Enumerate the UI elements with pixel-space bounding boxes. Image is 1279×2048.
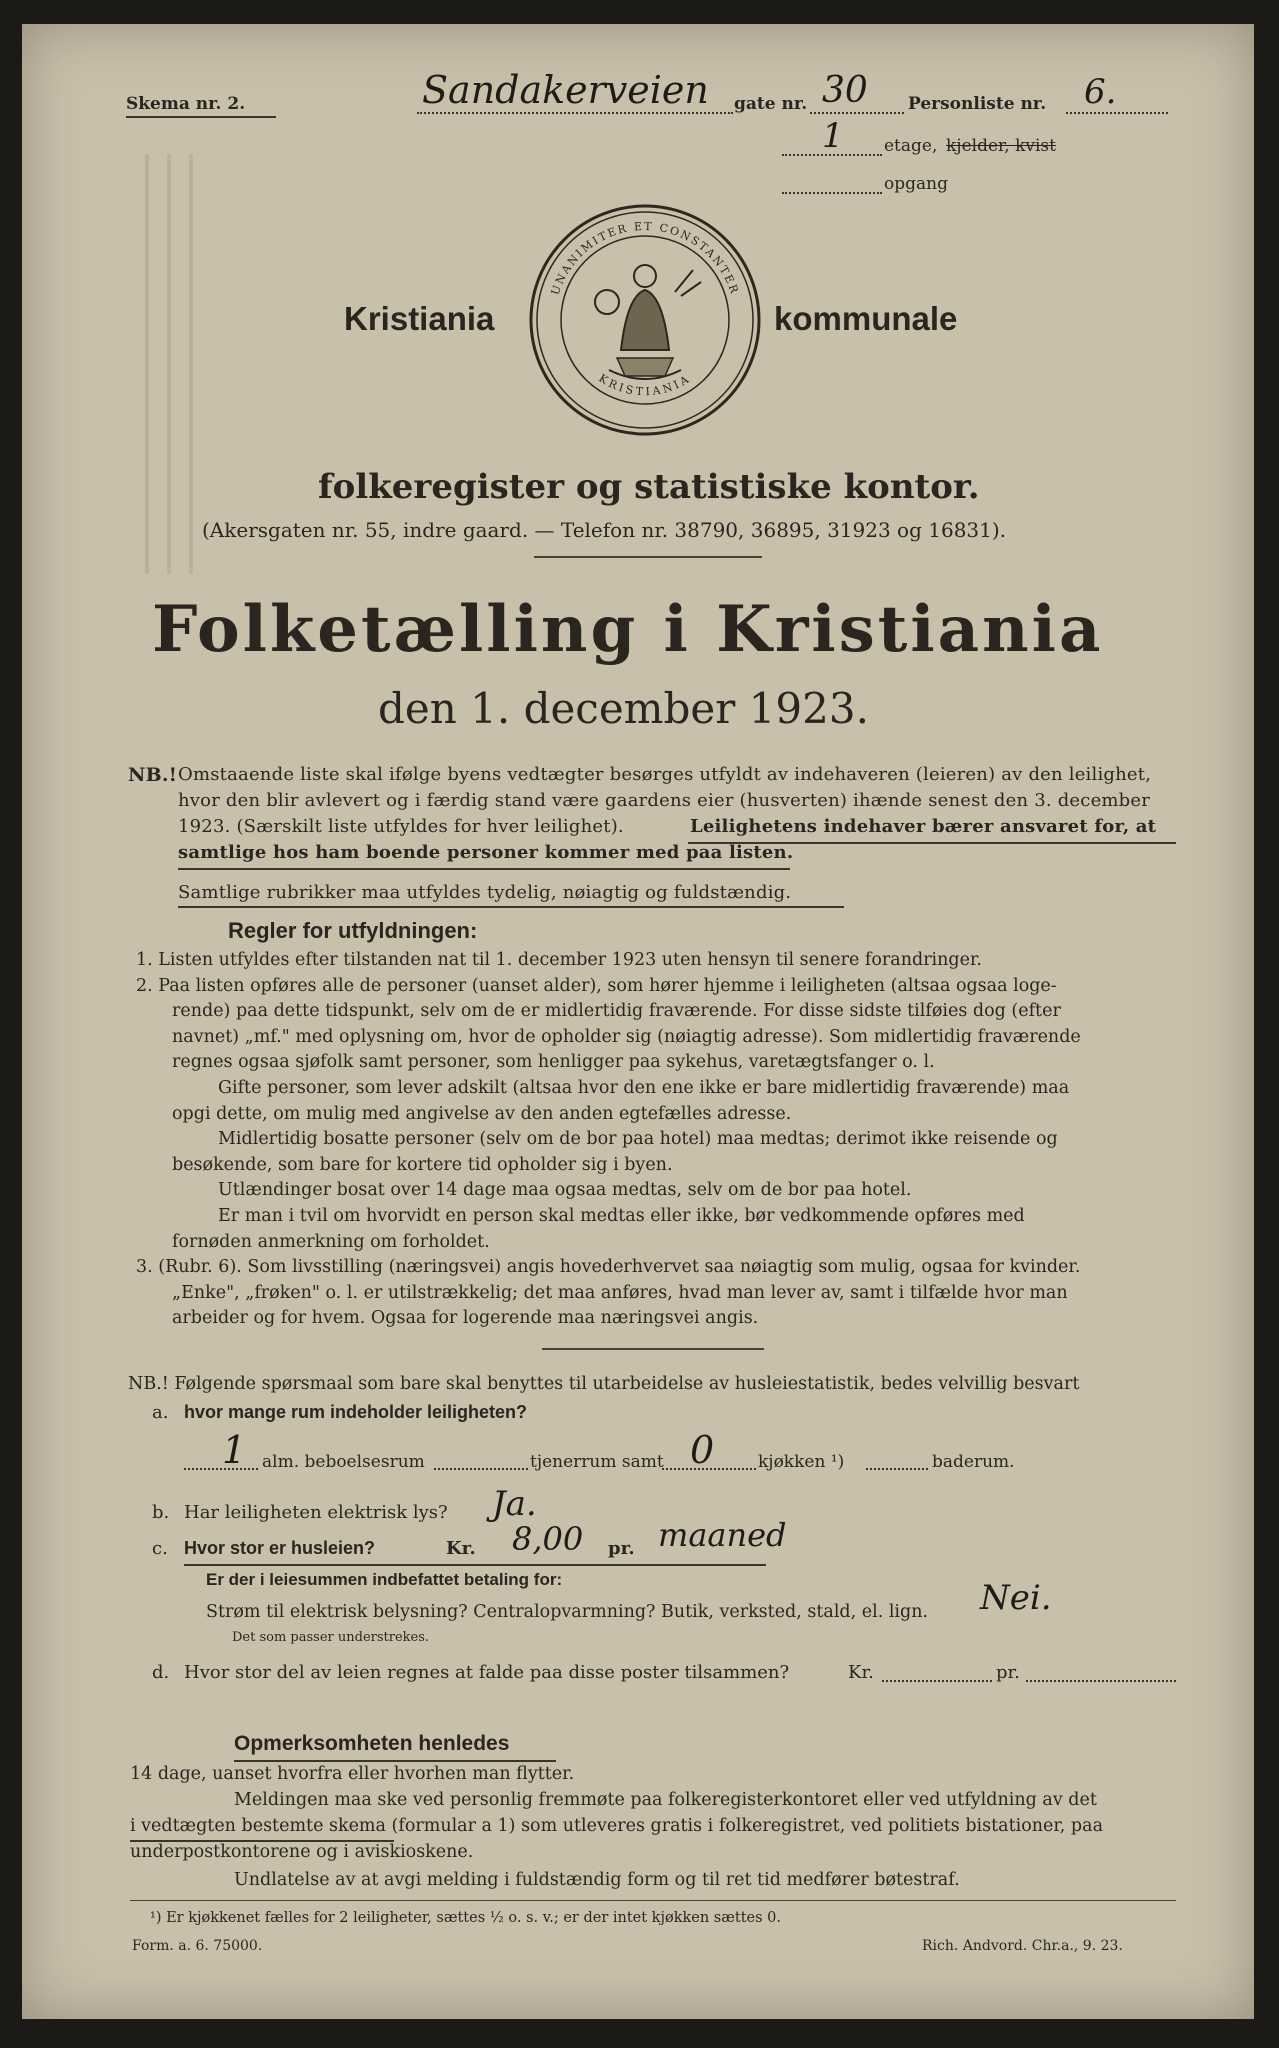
nb1-label: NB.! bbox=[128, 764, 178, 786]
rule-line: rende) paa dette tidspunkt, selv om de er midlertidig fraværende. For disse sidste tilføies dog (efter bbox=[172, 1001, 1061, 1022]
rule-line: 2. Paa listen opføres alle de personer (uanset alder), som hører hjemme i leiligheten (altsaa ogsaa loge- bbox=[136, 975, 1057, 996]
nb1-line3b: Leilighetens indehaver bærer ansvaret for, at bbox=[690, 816, 1157, 837]
gate-nr-label: gate nr. bbox=[734, 94, 808, 114]
seal-icon bbox=[525, 200, 765, 440]
etage-struck-options: kjelder, kvist bbox=[946, 136, 1056, 156]
kitchen-count-value: 0 bbox=[690, 1428, 715, 1472]
nb2-c-label: c. bbox=[152, 1538, 168, 1559]
form-number: Form. a. 6. 75000. bbox=[132, 1938, 263, 1954]
rule-line: Midlertidig bosatte personer (selv om de bor paa hotel) maa medtas; derimot ikke reisende og bbox=[218, 1129, 1058, 1150]
rule-line: fornøden anmerkning om forholdet. bbox=[172, 1231, 490, 1252]
seal-bottom-text: KRISTIANIA bbox=[596, 371, 694, 399]
rooms-count-value: 1 bbox=[222, 1428, 247, 1472]
office-address: (Akersgaten nr. 55, indre gaard. — Telefon nr. 38790, 36895, 31923 og 16831). bbox=[202, 518, 1007, 542]
printer-imprint: Rich. Andvord. Chr.a., 9. 23. bbox=[922, 1938, 1123, 1954]
bath-label: baderum. bbox=[932, 1452, 1015, 1472]
office-subtitle: folkeregister og statistiske kontor. bbox=[318, 467, 980, 507]
seal-outer-text: UNANIMITER ET CONSTANTER bbox=[548, 219, 742, 297]
etage-value: 1 bbox=[822, 116, 844, 156]
notice-line4: i vedtægten bestemte skema (formular a 1) som utleveres gratis i folkeregistret, ved politiets bistationer, paa bbox=[130, 1816, 1104, 1836]
nb1-line5: Samtlige rubrikker maa utfyldes tydelig, nøiagtig og fuldstændig. bbox=[178, 882, 792, 903]
servant-rooms-label: tjenerrum samt bbox=[530, 1452, 664, 1472]
nb2-b-question: Har leiligheten elektrisk lys? bbox=[184, 1502, 448, 1523]
document-date: den 1. december 1923. bbox=[378, 684, 869, 733]
nb2-d-question: Hvor stor del av leien regnes at falde paa disse poster tilsammen? bbox=[184, 1662, 790, 1683]
office-left-word: Kristiania bbox=[344, 300, 495, 337]
nb2-d-kr: Kr. bbox=[848, 1662, 874, 1683]
census-form-page bbox=[22, 24, 1254, 2019]
bleed-through-text bbox=[127, 154, 197, 574]
rule-line: Utlændinger bosat over 14 dage maa ogsaa medtas, selv om de bor paa hotel. bbox=[218, 1180, 912, 1201]
rent-kr-label: Kr. bbox=[446, 1538, 476, 1559]
svg-text:UNANIMITER ET CONSTANTER bbox=[549, 220, 742, 297]
nb1-line1: Omstaaende liste skal ifølge byens vedtægter besørges utfyldt av indehaveren (leieren) av den leilighet, bbox=[178, 764, 1152, 785]
rent-includes-items: Strøm til elektrisk belysning? Centralopvarmning? Butik, verksted, stald, el. lign. bbox=[206, 1602, 929, 1622]
street-name-handwritten: Sandakerveien bbox=[422, 68, 709, 112]
notice-line5: underpostkontorene og i aviskioskene. bbox=[130, 1842, 474, 1862]
rent-period-value: maaned bbox=[658, 1516, 787, 1554]
nb2-a-label: a. bbox=[152, 1402, 169, 1423]
kitchen-label: kjøkken ¹) bbox=[758, 1452, 845, 1472]
rule-line: navnet) „mf." med oplysning om, hvor de opholder sig (nøiagtig adresse). Som midlertidig fraværende bbox=[172, 1026, 1081, 1047]
rule-line: Er man i tvil om hvorvidt en person skal medtas eller ikke, bør vedkommende opføres med bbox=[218, 1205, 1025, 1226]
nb2-d-label: d. bbox=[152, 1662, 170, 1683]
rule-line: besøkende, som bare for kortere tid opholder sig i byen. bbox=[172, 1154, 673, 1175]
notice-line6: Undlatelse av at avgi melding i fuldstændig form og til ret tid medfører bøtestraf. bbox=[234, 1870, 960, 1890]
personliste-label: Personliste nr. bbox=[908, 94, 1047, 114]
kitchen-footnote: ¹) Er kjøkkenet fælles for 2 leiligheter, sættes ½ o. s. v.; er der intet kjøkken sættes 0. bbox=[150, 1910, 781, 1926]
personliste-value: 6. bbox=[1084, 72, 1117, 112]
rent-includes-heading: Er der i leiesummen indbefattet betaling for: bbox=[206, 1570, 563, 1589]
nb2-d-pr: pr. bbox=[996, 1662, 1020, 1683]
nb2-intro: NB.! Følgende spørsmaal som bare skal benyttes til utarbeidelse av husleiestatistik, bedes velvillig besvart bbox=[128, 1374, 1080, 1394]
nb2-a-question: hvor mange rum indeholder leiligheten? bbox=[184, 1402, 528, 1422]
notice-heading: Opmerksomheten henledes bbox=[234, 1732, 510, 1755]
nb2-c-question: Hvor stor er husleien? bbox=[184, 1538, 376, 1558]
rule-line: Gifte personer, som lever adskilt (altsaa hvor den ene ikke er bare midlertidig fraværende) maa bbox=[218, 1077, 1070, 1098]
rent-includes-note: Det som passer understrekes. bbox=[232, 1630, 430, 1645]
nb1-line4: samtlige hos ham boende personer kommer med paa listen. bbox=[178, 842, 794, 863]
rules-list bbox=[136, 948, 1176, 1332]
office-right-word: kommunale bbox=[774, 300, 958, 337]
notice-line3: Meldingen maa ske ved personlig fremmøte paa folkeregisterkontoret eller ved utfyldning av det bbox=[234, 1790, 1097, 1810]
rent-pr-label: pr. bbox=[608, 1538, 635, 1559]
opgang-label: opgang bbox=[884, 174, 948, 194]
gate-nr-value: 30 bbox=[822, 70, 868, 111]
rule-line: „Enke", „frøken" o. l. er utilstrækkelig; det maa anføres, hvad man lever av, samt i tilfælde hvor man bbox=[172, 1282, 1068, 1303]
rule-line: arbeider og for hvem. Ogsaa for logerende maa næringsvei angis. bbox=[172, 1308, 759, 1329]
rooms-label: alm. beboelsesrum bbox=[262, 1452, 425, 1472]
rent-includes-answer: Nei. bbox=[980, 1578, 1052, 1618]
rule-line: regnes ogsaa sjøfolk samt personer, som henligger paa sykehus, varetægtsfanger o. l. bbox=[172, 1052, 935, 1073]
document-title: Folketælling i Kristiania bbox=[152, 592, 1104, 667]
nb1-line2: hvor den blir avlevert og i færdig stand være gaardens eier (husverten) ihænde senest den 3. december bbox=[178, 790, 1151, 811]
etage-label: etage, bbox=[884, 136, 938, 156]
nb2-b-label: b. bbox=[152, 1502, 170, 1523]
nb1-line3a: 1923. (Særskilt liste utfyldes for hver leilighet). bbox=[178, 816, 624, 837]
rent-amount-value: 8,00 bbox=[512, 1520, 584, 1558]
kristiania-seal bbox=[525, 200, 765, 440]
notice-line2: 14 dage, uanset hvorfra eller hvorhen man flytter. bbox=[130, 1764, 575, 1784]
rules-heading: Regler for utfyldningen: bbox=[228, 918, 478, 943]
electric-light-answer: Ja. bbox=[492, 1484, 537, 1524]
rule-line: 1. Listen utfyldes efter tilstanden nat til 1. december 1923 uten hensyn til senere forandringer. bbox=[136, 950, 982, 970]
rule-line: 3. (Rubr. 6). Som livsstilling (næringsvei) angis hovederhvervet saa nøiagtig som mulig, ogsaa for kvinder. bbox=[136, 1257, 1081, 1278]
skema-label: Skema nr. 2. bbox=[126, 94, 246, 114]
rule-line: opgi dette, om mulig med angivelse av den anden egtefælles adresse. bbox=[172, 1103, 792, 1124]
